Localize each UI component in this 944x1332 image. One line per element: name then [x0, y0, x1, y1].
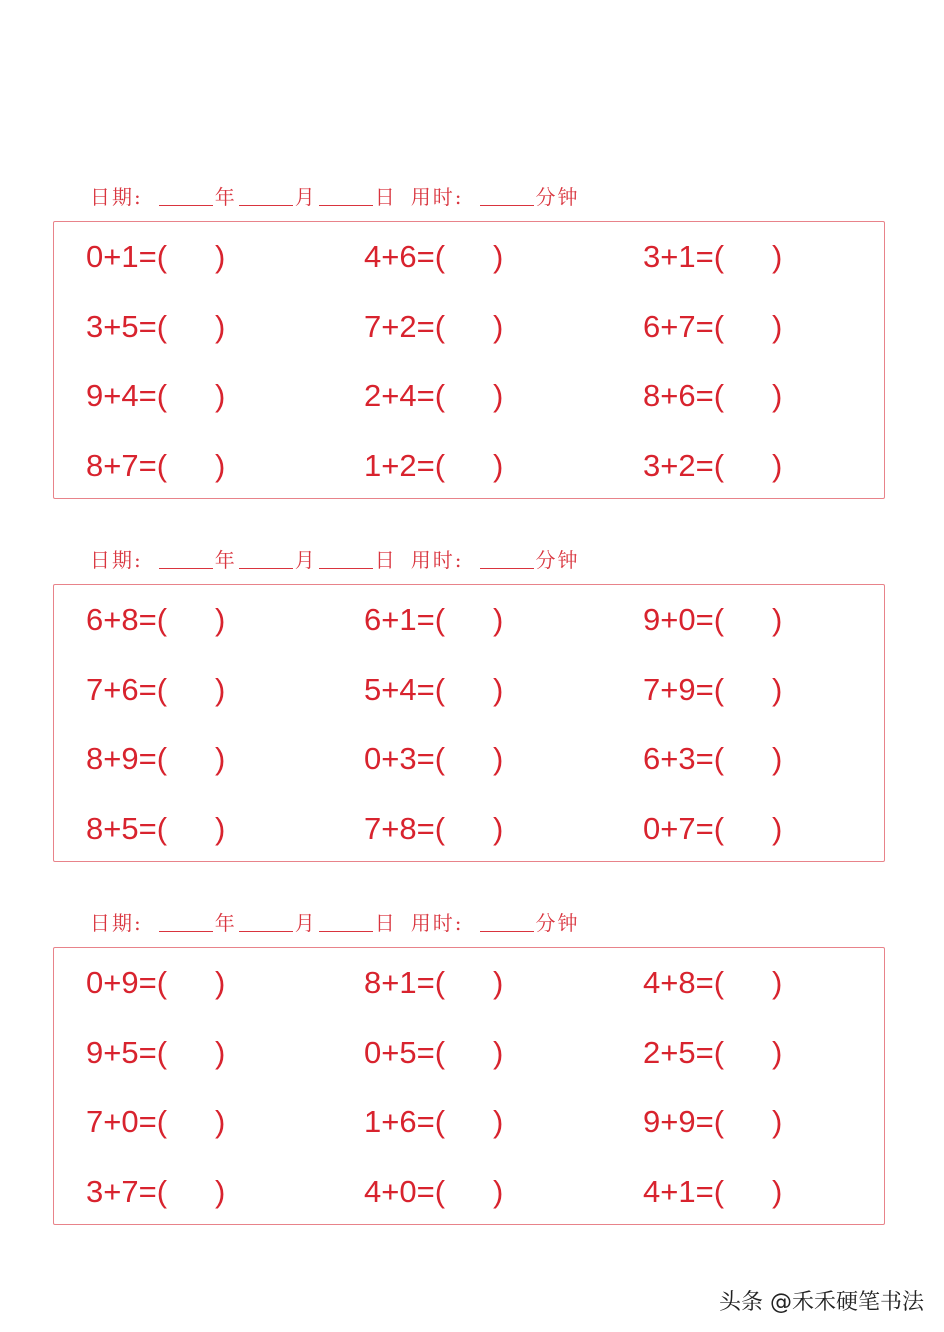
- equation-item: [643, 309, 782, 345]
- year-blank[interactable]: [159, 930, 213, 932]
- close-paren: ): [493, 965, 504, 1000]
- minutes-blank[interactable]: [480, 930, 534, 932]
- equation-expression: 9+5=: [86, 1035, 157, 1070]
- equation-expression: 0+1=: [86, 239, 157, 274]
- day-blank[interactable]: [319, 204, 373, 206]
- open-paren: (: [713, 1104, 725, 1139]
- equation-item: [643, 741, 782, 777]
- close-paren: ): [215, 1035, 226, 1070]
- equation-item: [86, 811, 225, 847]
- equation-item: [643, 448, 782, 484]
- open-paren: (: [713, 672, 725, 707]
- equation-expression: 0+7=: [643, 811, 714, 846]
- time-used-label: 用时:: [410, 185, 464, 209]
- open-paren: (: [713, 448, 725, 483]
- open-paren: (: [156, 239, 168, 274]
- open-paren: (: [713, 239, 725, 274]
- open-paren: (: [434, 448, 446, 483]
- close-paren: ): [215, 378, 226, 413]
- equation-item: [364, 965, 503, 1001]
- equation-item: [86, 309, 225, 345]
- date-label: 日期:: [90, 548, 143, 572]
- equation-item: [364, 239, 503, 275]
- equation-expression: 3+5=: [86, 309, 157, 344]
- year-blank[interactable]: [159, 204, 213, 206]
- month-label: 月: [294, 911, 317, 935]
- open-paren: (: [434, 1174, 446, 1209]
- close-paren: ): [772, 811, 783, 846]
- close-paren: ): [772, 378, 783, 413]
- open-paren: (: [713, 965, 725, 1000]
- open-paren: (: [156, 378, 168, 413]
- close-paren: ): [772, 672, 783, 707]
- time-used-label: 用时:: [410, 911, 464, 935]
- equation-expression: 9+0=: [643, 602, 714, 637]
- year-label: 年: [214, 911, 237, 935]
- equation-expression: 7+9=: [643, 672, 714, 707]
- open-paren: (: [434, 378, 446, 413]
- date-label: 日期:: [90, 911, 143, 935]
- equation-expression: 2+4=: [364, 378, 435, 413]
- close-paren: ): [215, 811, 226, 846]
- date-time-header: [90, 906, 580, 936]
- date-time-header: [90, 543, 580, 573]
- equation-item: [364, 1104, 503, 1140]
- equation-expression: 8+5=: [86, 811, 157, 846]
- equation-expression: 9+4=: [86, 378, 157, 413]
- open-paren: (: [434, 811, 446, 846]
- close-paren: ): [772, 448, 783, 483]
- equation-item: [643, 1035, 782, 1071]
- equation-item: [643, 672, 782, 708]
- open-paren: (: [156, 741, 168, 776]
- open-paren: (: [713, 602, 725, 637]
- close-paren: ): [772, 1035, 783, 1070]
- equation-expression: 4+1=: [643, 1174, 714, 1209]
- equation-expression: 4+6=: [364, 239, 435, 274]
- equation-item: [643, 965, 782, 1001]
- equation-item: [364, 309, 503, 345]
- equation-expression: 8+6=: [643, 378, 714, 413]
- open-paren: (: [434, 1035, 446, 1070]
- open-paren: (: [434, 239, 446, 274]
- equation-item: [86, 1035, 225, 1071]
- equation-expression: 8+1=: [364, 965, 435, 1000]
- close-paren: ): [493, 741, 504, 776]
- open-paren: (: [713, 811, 725, 846]
- open-paren: (: [156, 448, 168, 483]
- month-blank[interactable]: [239, 567, 293, 569]
- open-paren: (: [156, 602, 168, 637]
- equation-expression: 6+1=: [364, 602, 435, 637]
- open-paren: (: [156, 1104, 168, 1139]
- open-paren: (: [434, 741, 446, 776]
- close-paren: ): [772, 602, 783, 637]
- close-paren: ): [493, 239, 504, 274]
- equation-item: [364, 811, 503, 847]
- equation-item: [364, 672, 503, 708]
- year-label: 年: [214, 185, 237, 209]
- equation-expression: 2+5=: [643, 1035, 714, 1070]
- equation-expression: 4+8=: [643, 965, 714, 1000]
- open-paren: (: [713, 1174, 725, 1209]
- close-paren: ): [215, 1174, 226, 1209]
- month-blank[interactable]: [239, 930, 293, 932]
- minutes-blank[interactable]: [480, 567, 534, 569]
- close-paren: ): [215, 672, 226, 707]
- equation-item: [364, 741, 503, 777]
- equation-item: [86, 672, 225, 708]
- equation-expression: 7+6=: [86, 672, 157, 707]
- close-paren: ): [493, 1174, 504, 1209]
- equation-item: [643, 1104, 782, 1140]
- watermark: 头条 @禾禾硬笔书法: [719, 1290, 924, 1315]
- equation-item: [643, 1174, 782, 1210]
- close-paren: ): [215, 448, 226, 483]
- open-paren: (: [434, 965, 446, 1000]
- day-label: 日: [374, 548, 397, 572]
- close-paren: ): [493, 309, 504, 344]
- date-time-header: [90, 180, 580, 210]
- close-paren: ): [772, 965, 783, 1000]
- close-paren: ): [215, 1104, 226, 1139]
- month-blank[interactable]: [239, 204, 293, 206]
- close-paren: ): [772, 1104, 783, 1139]
- equation-item: [86, 602, 225, 638]
- date-label: 日期:: [90, 185, 143, 209]
- open-paren: (: [713, 309, 725, 344]
- equation-item: [86, 448, 225, 484]
- close-paren: ): [493, 1104, 504, 1139]
- equation-item: [643, 602, 782, 638]
- equation-expression: 6+3=: [643, 741, 714, 776]
- open-paren: (: [156, 672, 168, 707]
- close-paren: ): [493, 672, 504, 707]
- equation-item: [86, 239, 225, 275]
- equation-expression: 3+1=: [643, 239, 714, 274]
- open-paren: (: [713, 1035, 725, 1070]
- minutes-label: 分钟: [535, 185, 580, 209]
- close-paren: ): [772, 309, 783, 344]
- equation-item: [86, 378, 225, 414]
- close-paren: ): [493, 602, 504, 637]
- equation-item: [86, 965, 225, 1001]
- minutes-blank[interactable]: [480, 204, 534, 206]
- equation-item: [643, 239, 782, 275]
- equation-expression: 0+3=: [364, 741, 435, 776]
- equation-expression: 1+2=: [364, 448, 435, 483]
- open-paren: (: [434, 602, 446, 637]
- open-paren: (: [156, 1174, 168, 1209]
- equation-item: [86, 1174, 225, 1210]
- month-label: 月: [294, 548, 317, 572]
- day-label: 日: [374, 185, 397, 209]
- equation-expression: 8+9=: [86, 741, 157, 776]
- day-blank[interactable]: [319, 930, 373, 932]
- open-paren: (: [713, 378, 725, 413]
- equation-expression: 3+2=: [643, 448, 714, 483]
- minutes-label: 分钟: [535, 911, 580, 935]
- equation-expression: 9+9=: [643, 1104, 714, 1139]
- open-paren: (: [156, 811, 168, 846]
- equation-item: [364, 378, 503, 414]
- equation-item: [643, 378, 782, 414]
- equation-item: [364, 448, 503, 484]
- time-used-label: 用时:: [410, 548, 464, 572]
- close-paren: ): [215, 965, 226, 1000]
- equation-item: [364, 1035, 503, 1071]
- equation-item: [364, 1174, 503, 1210]
- equation-expression: 7+2=: [364, 309, 435, 344]
- equation-expression: 0+5=: [364, 1035, 435, 1070]
- open-paren: (: [156, 1035, 168, 1070]
- open-paren: (: [434, 672, 446, 707]
- close-paren: ): [772, 741, 783, 776]
- close-paren: ): [493, 811, 504, 846]
- open-paren: (: [156, 965, 168, 1000]
- open-paren: (: [434, 309, 446, 344]
- close-paren: ): [493, 378, 504, 413]
- close-paren: ): [493, 448, 504, 483]
- close-paren: ): [215, 239, 226, 274]
- close-paren: ): [215, 741, 226, 776]
- equation-expression: 5+4=: [364, 672, 435, 707]
- year-label: 年: [214, 548, 237, 572]
- equation-expression: 6+7=: [643, 309, 714, 344]
- equation-expression: 7+8=: [364, 811, 435, 846]
- equation-expression: 6+8=: [86, 602, 157, 637]
- day-label: 日: [374, 911, 397, 935]
- equation-expression: 7+0=: [86, 1104, 157, 1139]
- minutes-label: 分钟: [535, 548, 580, 572]
- equation-expression: 4+0=: [364, 1174, 435, 1209]
- equation-item: [364, 602, 503, 638]
- close-paren: ): [493, 1035, 504, 1070]
- equation-item: [643, 811, 782, 847]
- close-paren: ): [215, 602, 226, 637]
- day-blank[interactable]: [319, 567, 373, 569]
- open-paren: (: [434, 1104, 446, 1139]
- equation-item: [86, 1104, 225, 1140]
- open-paren: (: [156, 309, 168, 344]
- close-paren: ): [772, 239, 783, 274]
- equation-expression: 0+9=: [86, 965, 157, 1000]
- equation-expression: 1+6=: [364, 1104, 435, 1139]
- open-paren: (: [713, 741, 725, 776]
- equation-item: [86, 741, 225, 777]
- year-blank[interactable]: [159, 567, 213, 569]
- close-paren: ): [215, 309, 226, 344]
- equation-expression: 8+7=: [86, 448, 157, 483]
- close-paren: ): [772, 1174, 783, 1209]
- equation-expression: 3+7=: [86, 1174, 157, 1209]
- month-label: 月: [294, 185, 317, 209]
